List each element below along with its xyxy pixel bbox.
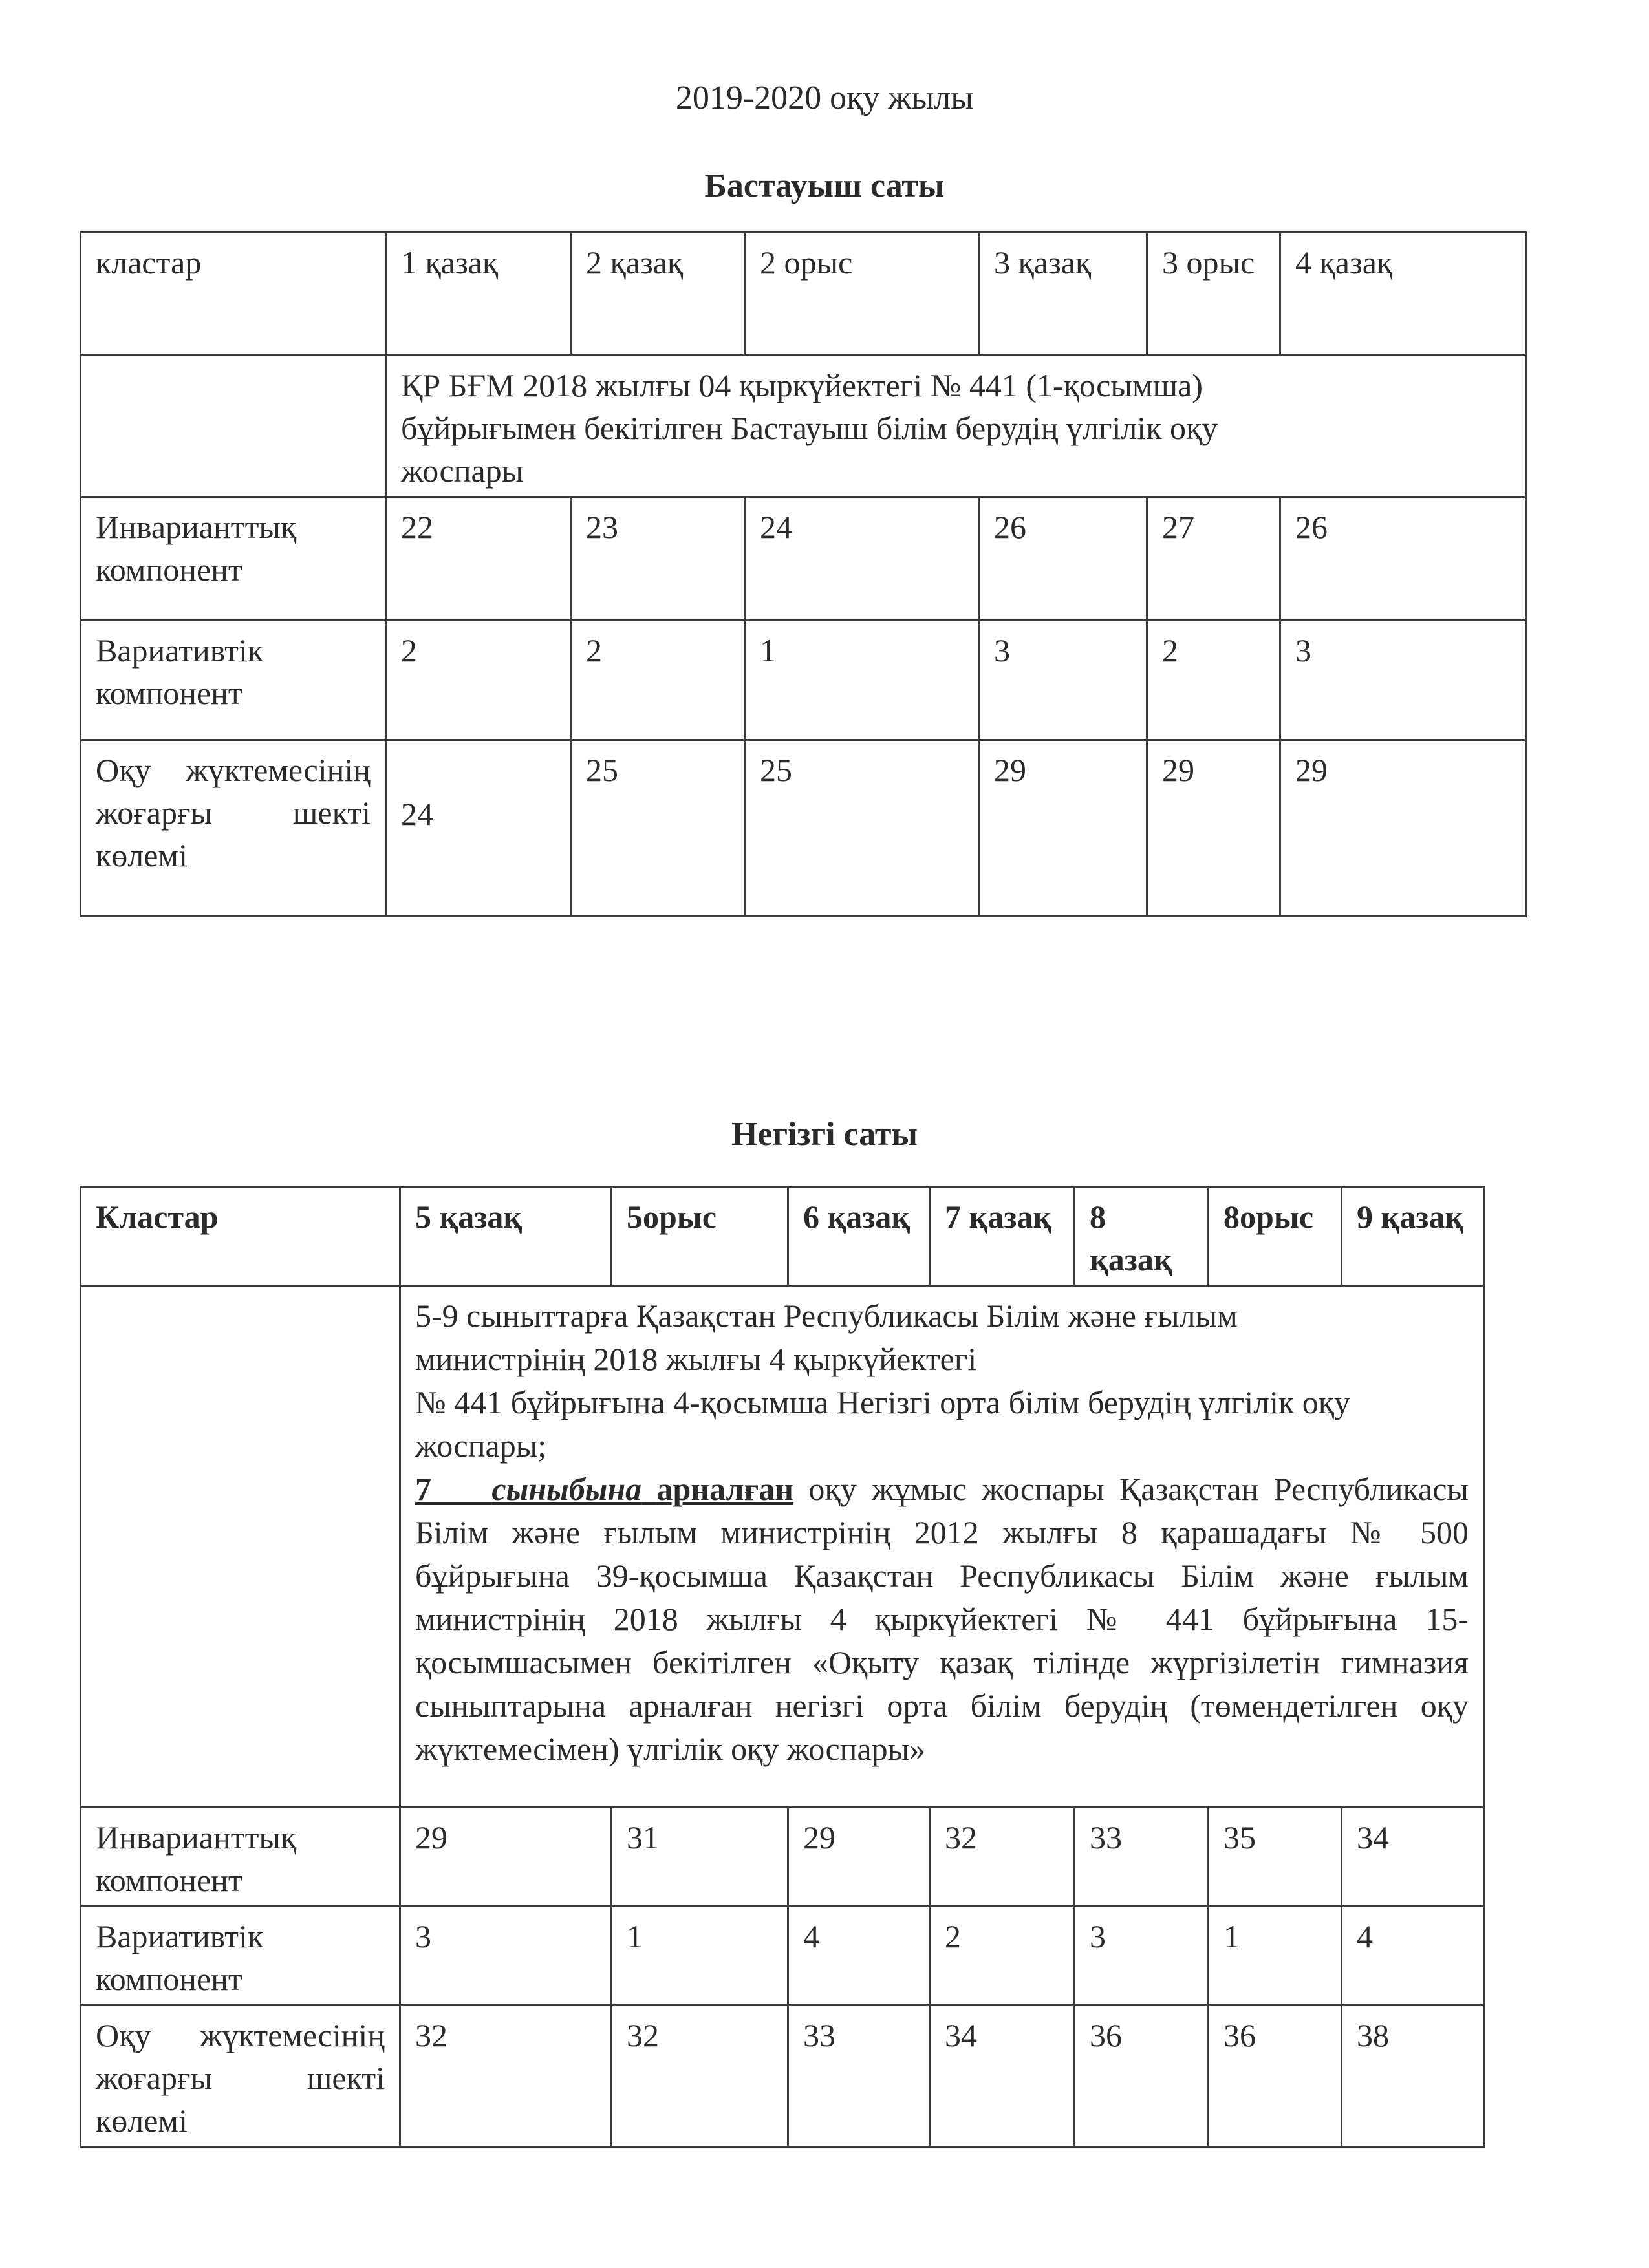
table-cell: 29 [400, 1808, 612, 1907]
header-cell: 8 қазақ [1075, 1187, 1209, 1286]
basic-level-table [80, 1186, 1485, 2148]
empty-cell [81, 1286, 400, 1808]
table-cell: 25 [745, 740, 979, 917]
table-cell: 36 [1075, 2006, 1209, 2147]
header-cell: 5 қазақ [400, 1187, 612, 1286]
row-label: Вариативтік компонент [81, 1907, 400, 2006]
table-cell: 26 [1280, 497, 1526, 621]
header-cell: 9 қазақ [1342, 1187, 1484, 1286]
header-cell: 2 қазақ [571, 233, 745, 356]
table-cell: 3 [400, 1907, 612, 2006]
table-cell: 27 [1147, 497, 1280, 621]
table-cell: 29 [1280, 740, 1526, 917]
description-part-3 [415, 1468, 1469, 1771]
header-cell: 5орыс [612, 1187, 788, 1286]
table-cell: 38 [1342, 2006, 1484, 2147]
curriculum-description [400, 1286, 1484, 1808]
table-cell: 29 [1147, 740, 1280, 917]
table-row [81, 497, 1526, 621]
primary-level-table [80, 231, 1527, 917]
header-cell: 1 қазақ [386, 233, 571, 356]
grade-label [415, 1471, 793, 1507]
table-row [81, 621, 1526, 740]
table-cell: 31 [612, 1808, 788, 1907]
table-row [81, 1808, 1484, 1907]
intended-word: арналған [656, 1471, 794, 1507]
table-row [81, 1286, 1484, 1808]
curriculum-description: ҚР БҒМ 2018 жылғы 04 қыркүйектегі № 441 (1-қосымша) бұйрығымен бекітілген Бастауыш білім берудің үлгілік оқу жоспары [386, 356, 1526, 497]
header-cell: 4 қазақ [1280, 233, 1526, 356]
table-cell: 3 [1075, 1907, 1209, 2006]
table-cell: 2 [1147, 621, 1280, 740]
table-cell: 1 [1209, 1907, 1342, 2006]
table-cell: 25 [571, 740, 745, 917]
table-cell: 3 [979, 621, 1147, 740]
header-cell: 3 орыс [1147, 233, 1280, 356]
table-cell: 32 [400, 2006, 612, 2147]
academic-year-title: 2019-2020 оқу жылы [675, 80, 974, 116]
table-cell: 3 [1280, 621, 1526, 740]
table-cell: 36 [1209, 2006, 1342, 2147]
header-cell: 3 қазақ [979, 233, 1147, 356]
table-cell: 32 [930, 1808, 1075, 1907]
table-header-row [81, 233, 1526, 356]
basic-level-heading: Негізгі саты [731, 1116, 918, 1153]
table-cell: 2 [571, 621, 745, 740]
empty-cell [81, 356, 386, 497]
header-cell: 8орыс [1209, 1187, 1342, 1286]
row-label: Оқу жүктемесінің жоғарғы шекті көлемі [81, 740, 386, 917]
table-cell: 23 [571, 497, 745, 621]
table-cell: 33 [1075, 1808, 1209, 1907]
table-cell: 24 [386, 740, 571, 917]
row-label: Инварианттық компонент [81, 497, 386, 621]
table-cell: 22 [386, 497, 571, 621]
row-label: Вариативтік компонент [81, 621, 386, 740]
table-cell: 2 [386, 621, 571, 740]
primary-level-heading: Бастауыш саты [704, 167, 945, 204]
table-row [81, 2006, 1484, 2147]
table-cell: 4 [788, 1907, 930, 2006]
table-cell: 4 [1342, 1907, 1484, 2006]
table-cell: 24 [745, 497, 979, 621]
table-row [81, 356, 1526, 497]
description-part-1: 5-9 сыныттарға Қазақстан Республикасы Білім және ғылым министрінің 2018 жылғы 4 қыркүйектегі [415, 1298, 1238, 1377]
header-cell: Кластар [81, 1187, 400, 1286]
row-label: Оқу жүктемесінің жоғарғы шекті көлемі [81, 2006, 400, 2147]
header-cell: 2 орыс [745, 233, 979, 356]
grade-number: 7 [415, 1471, 431, 1507]
table-cell: 34 [1342, 1808, 1484, 1907]
table-cell: 26 [979, 497, 1147, 621]
table-cell: 2 [930, 1907, 1075, 2006]
row-label: Инварианттық компонент [81, 1808, 400, 1907]
table-cell: 33 [788, 2006, 930, 2147]
table-cell: 29 [788, 1808, 930, 1907]
table-cell: 32 [612, 2006, 788, 2147]
header-cell: 7 қазақ [930, 1187, 1075, 1286]
grade-word: сыныбына [491, 1471, 642, 1507]
description-body: оқу жұмыс жоспары Қазақстан Республикасы Білім және ғылым министрінің 2012 жылғы 8 қарашадағы № 500 бұйрығына 39-қосымша Қазақстан Республикасы Білім және ғылым министрінің 2018 жылғы 4 қыркүйектегі № 441 бұйрығына 15-қосымшасымен бекітілген «Оқыту қазақ тілінде жүргізілетін гимназия сыныптарына арналған негізгі орта білім берудің (төмендетілген оқу жүктемесімен) үлгілік оқу жоспары» [415, 1471, 1469, 1767]
table-cell: 35 [1209, 1808, 1342, 1907]
table-row [81, 740, 1526, 917]
header-cell: 6 қазақ [788, 1187, 930, 1286]
table-cell: 1 [612, 1907, 788, 2006]
table-header-row [81, 1187, 1484, 1286]
description-part-2: № 441 бұйрығына 4-қосымша Негізгі орта білім берудің үлгілік оқу жоспары; [415, 1384, 1351, 1464]
table-row [81, 1907, 1484, 2006]
table-cell: 1 [745, 621, 979, 740]
table-cell: 34 [930, 2006, 1075, 2147]
table-cell: 29 [979, 740, 1147, 917]
header-cell: кластар [81, 233, 386, 356]
